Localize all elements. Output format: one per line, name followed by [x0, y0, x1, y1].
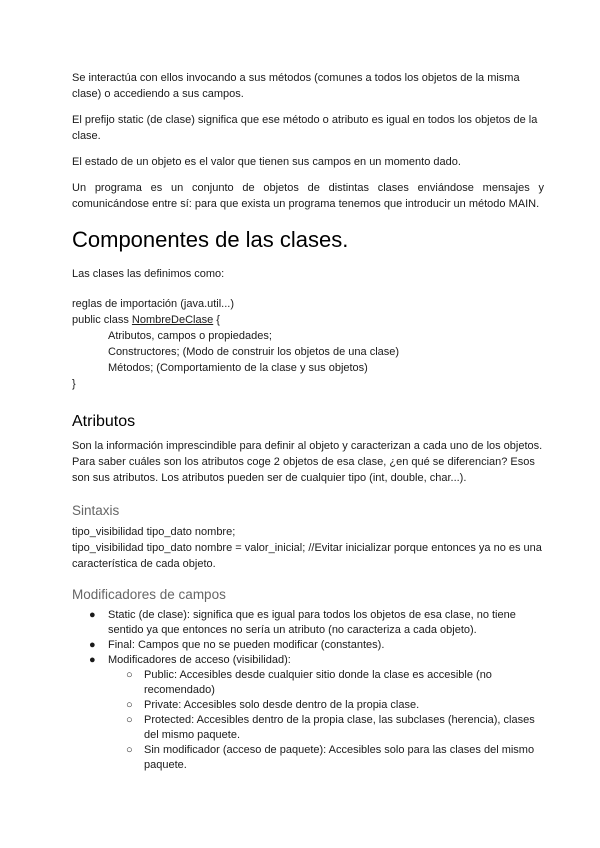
document-page [72, 70, 544, 773]
list-item [72, 638, 544, 653]
bullet-icon: ● [89, 609, 96, 621]
list-item-text: Final: Campos que no se pueden modificar (constantes). [108, 639, 385, 651]
intro-paragraph-1: Se interactúa con ellos invocando a sus métodos (comunes a todos los objetos de la misma clase) o accediendo a sus campos. [72, 72, 520, 100]
hollow-bullet-icon: ○ [126, 699, 133, 711]
heading-modificadores: Modificadores de campos [72, 587, 226, 602]
hollow-bullet-icon: ○ [126, 744, 133, 756]
bullet-icon: ● [89, 639, 96, 651]
code-line-close: } [72, 378, 76, 390]
sub-list-item-text: Private: Accesibles solo desde dentro de la propia clase. [144, 699, 420, 711]
list-item [72, 608, 544, 638]
sintaxis-line-2: tipo_visibilidad tipo_dato nombre = valor_inicial; //Evitar inicializar porque entonces ya no es una característica de cada objeto. [72, 542, 542, 570]
sub-list-item [72, 698, 544, 713]
sub-list-item-text: Public: Accesibles desde cualquier sitio donde la clase es accesible (no recomendado) [144, 669, 492, 696]
heading-componentes: Componentes de las clases. [72, 227, 349, 252]
code-line-class [72, 312, 544, 328]
hollow-bullet-icon: ○ [126, 714, 133, 726]
bullet-icon: ● [89, 654, 96, 666]
intro-paragraph-3: El estado de un objeto es el valor que tienen sus campos en un momento dado. [72, 156, 461, 168]
sub-list-item-text: Protected: Accesibles dentro de la propia clase, las subclases (herencia), clases del mismo paquete. [144, 714, 535, 741]
sintaxis-line-1: tipo_visibilidad tipo_dato nombre; [72, 526, 236, 538]
sub-list-item [72, 668, 544, 698]
code-class-suffix: { [213, 314, 220, 326]
hollow-bullet-icon: ○ [126, 669, 133, 681]
modificadores-list [72, 608, 544, 773]
list-item-text: Modificadores de acceso (visibilidad): [108, 654, 291, 666]
intro-paragraph-2: El prefijo static (de clase) significa que ese método o atributo es igual en todos los objetos de la clase. [72, 114, 538, 142]
sub-list-item [72, 713, 544, 743]
list-item [72, 653, 544, 668]
heading-atributos: Atributos [72, 413, 136, 430]
componentes-lead: Las clases las definimos como: [72, 268, 225, 280]
intro-paragraph-4: Un programa es un conjunto de objetos de distintas clases enviándose mensajes y comunicándose entre sí: para que exista un programa tenemos que introducir un método MAIN. [72, 182, 544, 210]
code-line-metodos: Métodos; (Comportamiento de la clase y sus objetos) [108, 362, 368, 374]
atributos-text: Son la información imprescindible para definir al objeto y caracterizan a cada uno de los objetos. Para saber cuáles son los atributos coge 2 objetos de esa clase, ¿en qué se diferencian? Esos son sus atributos. Los atributos pueden ser de cualquier tipo (int, double, char...). [72, 440, 543, 484]
sub-list-item [72, 743, 544, 773]
heading-sintaxis: Sintaxis [72, 503, 120, 518]
class-definition-code [72, 296, 544, 392]
sub-list-item-text: Sin modificador (acceso de paquete): Accesibles solo para las clases del mismo paquete. [144, 744, 535, 771]
code-line-atributos: Atributos, campos o propiedades; [108, 330, 272, 342]
code-class-prefix: public class [72, 314, 132, 326]
code-class-name: NombreDeClase [131, 314, 214, 326]
code-line-constructores: Constructores; (Modo de construir los objetos de una clase) [108, 346, 400, 358]
list-item-text: Static (de clase): significa que es igual para todos los objetos de esa clase, no tiene sentido ya que entonces no sería un atributo (no caracteriza a cada objeto). [108, 609, 516, 636]
code-line-imports: reglas de importación (java.util...) [72, 298, 235, 310]
